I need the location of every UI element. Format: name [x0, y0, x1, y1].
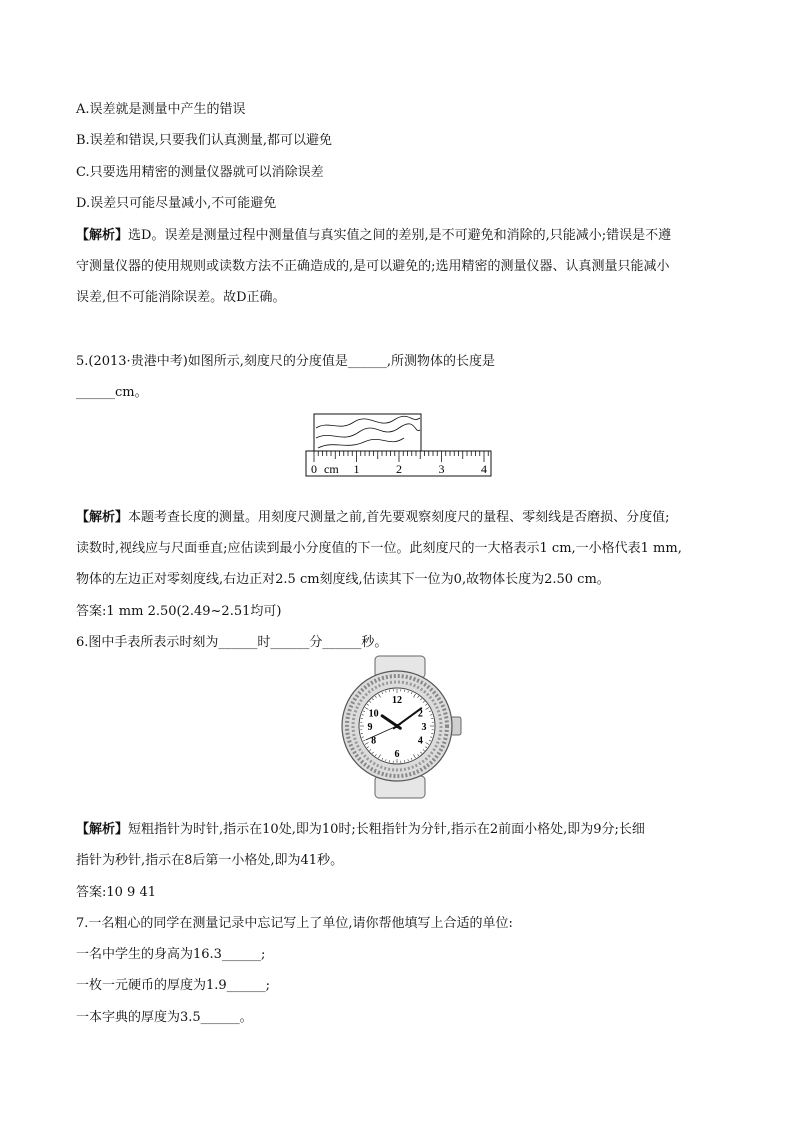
watch-figure — [335, 654, 465, 800]
q4-option-b: B.误差和错误,只要我们认真测量,都可以避免 — [76, 133, 332, 148]
q4-analysis-line-3: 误差,但不可能消除误差。故D正确。 — [76, 290, 286, 305]
analysis-tag: 【解析】 — [76, 228, 129, 243]
q4-analysis-line-2: 守测量仪器的使用规则或读数方法不正确造成的,是可以避免的;选用精密的测量仪器、认真测量只能减小 — [76, 259, 670, 274]
watch-number: 8 — [371, 735, 377, 747]
ruler-label: 1 — [353, 462, 360, 476]
analysis-tag: 【解析】 — [76, 510, 129, 525]
ruler-label: 0 — [311, 462, 317, 476]
watch-number: 10 — [368, 708, 379, 720]
q6-analysis-line-2: 指针为秒针,指示在8后第一小格处,即为41秒。 — [76, 853, 344, 868]
q5-question-line-2: ______cm。 — [76, 385, 148, 400]
q5-question-line-1: 5.(2013·贵港中考)如图所示,刻度尺的分度值是______,所测物体的长度是 — [76, 354, 496, 369]
q5-analysis-line-3: 物体的左边正对零刻度线,右边正对2.5 cm刻度线,估读其下一位为0,故物体长度为2.50 cm。 — [76, 572, 610, 587]
watch-number: 2 — [417, 708, 423, 720]
q6-answer: 答案:10 9 41 — [76, 885, 156, 900]
ruler-label: 3 — [438, 462, 445, 476]
q4-analysis-line-1: 【解析】选D。误差是测量过程中测量值与真实值之间的差别,是不可避免和消除的,只能减小;错误是不遵 — [76, 228, 672, 243]
watch-number: 4 — [417, 735, 423, 747]
q6-question: 6.图中手表所表示时刻为______时______分______秒。 — [76, 635, 388, 650]
watch-number: 3 — [421, 722, 427, 733]
q6-analysis-line-1: 【解析】短粗指针为时针,指示在10处,即为10时;长粗指针为分针,指示在2前面小格处,即为9分;长细 — [76, 822, 645, 837]
q7-item-height: 一名中学生的身高为16.3______; — [76, 947, 266, 962]
q5-answer: 答案:1 mm 2.50(2.49~2.51均可) — [76, 604, 282, 619]
ruler-unit: cm — [324, 462, 339, 476]
q4-option-a: A.误差就是测量中产生的错误 — [76, 102, 246, 117]
q7-item-coin: 一枚一元硬币的厚度为1.9______; — [76, 978, 271, 993]
ruler-label: 4 — [481, 462, 487, 476]
ruler-label: 2 — [396, 462, 402, 476]
q5-analysis-line-1: 【解析】本题考查长度的测量。用刻度尺测量之前,首先要观察刻度尺的量程、零刻线是否磨损、分度值; — [76, 510, 670, 525]
watch-number: 9 — [367, 722, 373, 733]
ruler-figure — [304, 412, 494, 478]
analysis-tag: 【解析】 — [76, 822, 129, 837]
q5-analysis-line-2: 读数时,视线应与尺面垂直;应估读到最小分度值的下一位。此刻度尺的一大格表示1 cm,一小格代表1 mm, — [76, 541, 682, 556]
q7-question: 7.一名粗心的同学在测量记录中忘记写上了单位,请你帮他填写上合适的单位: — [76, 916, 513, 931]
watch-number: 12 — [392, 695, 402, 706]
q4-option-c: C.只要选用精密的测量仪器就可以消除误差 — [76, 165, 324, 180]
watch-number: 6 — [394, 749, 400, 760]
q4-option-d: D.误差只可能尽量减小,不可能避免 — [76, 196, 277, 211]
q7-item-dictionary: 一本字典的厚度为3.5______。 — [76, 1010, 253, 1025]
